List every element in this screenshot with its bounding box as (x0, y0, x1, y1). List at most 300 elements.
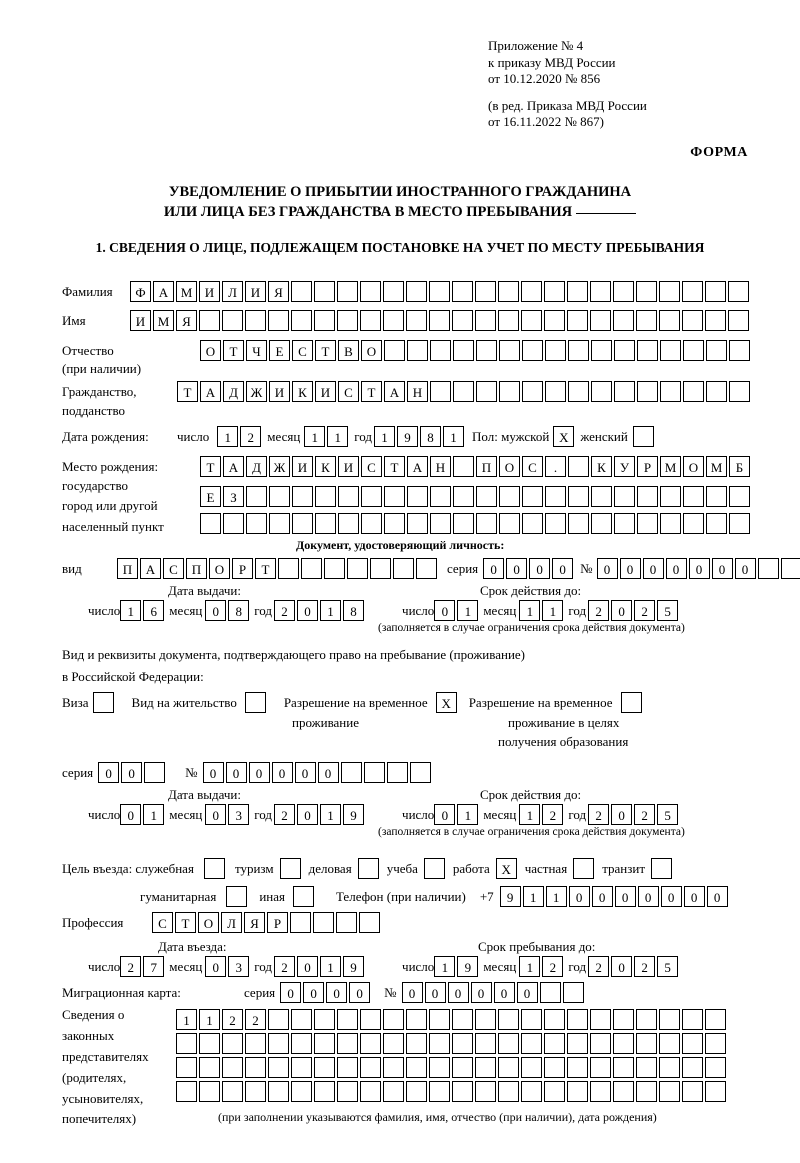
input-cell[interactable] (176, 1057, 197, 1078)
input-cell[interactable] (292, 513, 313, 534)
input-cell[interactable] (429, 1009, 450, 1030)
input-cell[interactable] (337, 281, 358, 302)
input-cell[interactable] (406, 1057, 427, 1078)
input-cell[interactable]: 0 (689, 558, 710, 579)
purpose-other-checkbox[interactable] (293, 886, 314, 907)
input-cell[interactable] (614, 486, 635, 507)
input-cell[interactable] (613, 310, 634, 331)
input-cell[interactable] (324, 558, 345, 579)
input-cell[interactable] (360, 1057, 381, 1078)
input-cell[interactable] (591, 486, 612, 507)
input-cell[interactable] (499, 340, 520, 361)
input-cell[interactable]: У (614, 456, 635, 477)
input-cell[interactable]: А (153, 281, 174, 302)
input-cell[interactable] (383, 1057, 404, 1078)
input-cell[interactable]: 0 (297, 804, 318, 825)
input-cell[interactable] (682, 1057, 703, 1078)
input-cell[interactable] (337, 1009, 358, 1030)
input-cell[interactable]: Т (175, 912, 196, 933)
input-cell[interactable] (268, 1081, 289, 1102)
input-cell[interactable] (683, 486, 704, 507)
input-cell[interactable] (222, 1057, 243, 1078)
input-cell[interactable] (659, 310, 680, 331)
input-cell[interactable] (475, 1081, 496, 1102)
input-cell[interactable] (521, 310, 542, 331)
input-cell[interactable]: Е (200, 486, 221, 507)
input-cell[interactable]: 2 (588, 956, 609, 977)
input-cell[interactable] (475, 1009, 496, 1030)
input-cell[interactable]: М (706, 456, 727, 477)
input-cell[interactable] (567, 281, 588, 302)
residence-checkbox[interactable] (245, 692, 266, 713)
input-cell[interactable] (590, 1009, 611, 1030)
input-cell[interactable] (636, 1057, 657, 1078)
input-cell[interactable] (590, 1057, 611, 1078)
input-cell[interactable] (144, 762, 165, 783)
input-cell[interactable] (222, 310, 243, 331)
input-cell[interactable] (429, 1057, 450, 1078)
input-cell[interactable] (314, 1009, 335, 1030)
sex-female-checkbox[interactable] (633, 426, 654, 447)
input-cell[interactable] (637, 340, 658, 361)
input-cell[interactable]: 0 (448, 982, 469, 1003)
input-cell[interactable] (729, 340, 750, 361)
input-cell[interactable] (430, 513, 451, 534)
input-cell[interactable]: 2 (274, 956, 295, 977)
purpose-work-checkbox[interactable]: X (496, 858, 517, 879)
input-cell[interactable]: 0 (295, 762, 316, 783)
input-cell[interactable] (452, 1009, 473, 1030)
input-cell[interactable]: П (117, 558, 138, 579)
input-cell[interactable]: 3 (228, 804, 249, 825)
input-cell[interactable] (453, 456, 474, 477)
input-cell[interactable]: 3 (228, 956, 249, 977)
input-cell[interactable] (729, 513, 750, 534)
input-cell[interactable] (245, 1057, 266, 1078)
input-cell[interactable]: С (292, 340, 313, 361)
input-cell[interactable] (268, 1009, 289, 1030)
input-cell[interactable] (498, 281, 519, 302)
input-cell[interactable] (359, 912, 380, 933)
input-cell[interactable]: А (140, 558, 161, 579)
input-cell[interactable] (590, 310, 611, 331)
input-cell[interactable] (522, 340, 543, 361)
input-cell[interactable]: В (338, 340, 359, 361)
input-cell[interactable] (476, 486, 497, 507)
input-cell[interactable] (522, 381, 543, 402)
input-cell[interactable] (347, 558, 368, 579)
input-cell[interactable] (453, 513, 474, 534)
input-cell[interactable]: Н (407, 381, 428, 402)
input-cell[interactable]: 2 (222, 1009, 243, 1030)
input-cell[interactable] (682, 1081, 703, 1102)
input-cell[interactable]: Т (384, 456, 405, 477)
input-cell[interactable]: Б (729, 456, 750, 477)
input-cell[interactable] (384, 513, 405, 534)
input-cell[interactable]: 1 (443, 426, 464, 447)
input-cell[interactable] (568, 456, 589, 477)
input-cell[interactable]: 5 (657, 600, 678, 621)
input-cell[interactable] (498, 1081, 519, 1102)
input-cell[interactable] (563, 982, 584, 1003)
input-cell[interactable] (406, 310, 427, 331)
input-cell[interactable] (758, 558, 779, 579)
input-cell[interactable] (314, 1057, 335, 1078)
input-cell[interactable]: 0 (303, 982, 324, 1003)
input-cell[interactable]: Ж (246, 381, 267, 402)
input-cell[interactable] (544, 1081, 565, 1102)
input-cell[interactable] (407, 486, 428, 507)
input-cell[interactable]: 0 (434, 600, 455, 621)
input-cell[interactable]: 1 (546, 886, 567, 907)
input-cell[interactable] (706, 340, 727, 361)
input-cell[interactable] (384, 340, 405, 361)
input-cell[interactable] (498, 1033, 519, 1054)
input-cell[interactable]: 0 (712, 558, 733, 579)
input-cell[interactable]: 2 (634, 956, 655, 977)
input-cell[interactable] (613, 1057, 634, 1078)
input-cell[interactable] (476, 513, 497, 534)
input-cell[interactable] (313, 912, 334, 933)
input-cell[interactable]: И (338, 456, 359, 477)
input-cell[interactable]: М (153, 310, 174, 331)
input-cell[interactable]: Р (637, 456, 658, 477)
input-cell[interactable]: Л (222, 281, 243, 302)
input-cell[interactable]: 1 (320, 600, 341, 621)
input-cell[interactable]: 2 (588, 600, 609, 621)
input-cell[interactable]: 0 (205, 956, 226, 977)
input-cell[interactable]: 0 (666, 558, 687, 579)
input-cell[interactable] (567, 1009, 588, 1030)
input-cell[interactable] (683, 513, 704, 534)
input-cell[interactable] (314, 310, 335, 331)
input-cell[interactable]: 0 (529, 558, 550, 579)
purpose-private-checkbox[interactable] (573, 858, 594, 879)
input-cell[interactable] (246, 486, 267, 507)
input-cell[interactable]: 0 (661, 886, 682, 907)
input-cell[interactable] (521, 1057, 542, 1078)
input-cell[interactable] (682, 1033, 703, 1054)
input-cell[interactable]: . (545, 456, 566, 477)
input-cell[interactable]: 5 (657, 956, 678, 977)
input-cell[interactable]: 1 (320, 956, 341, 977)
input-cell[interactable] (222, 1081, 243, 1102)
input-cell[interactable]: 1 (457, 804, 478, 825)
input-cell[interactable] (406, 1033, 427, 1054)
input-cell[interactable] (705, 1081, 726, 1102)
input-cell[interactable] (290, 912, 311, 933)
input-cell[interactable] (476, 340, 497, 361)
input-cell[interactable]: 0 (318, 762, 339, 783)
input-cell[interactable] (291, 1033, 312, 1054)
input-cell[interactable] (337, 1081, 358, 1102)
input-cell[interactable]: М (176, 281, 197, 302)
input-cell[interactable] (360, 1009, 381, 1030)
input-cell[interactable] (387, 762, 408, 783)
input-cell[interactable] (544, 310, 565, 331)
input-cell[interactable]: 2 (542, 956, 563, 977)
input-cell[interactable] (407, 340, 428, 361)
input-cell[interactable]: Ф (130, 281, 151, 302)
input-cell[interactable]: 0 (326, 982, 347, 1003)
input-cell[interactable]: 2 (542, 804, 563, 825)
input-cell[interactable] (637, 513, 658, 534)
input-cell[interactable] (383, 1033, 404, 1054)
input-cell[interactable]: 0 (569, 886, 590, 907)
input-cell[interactable]: К (292, 381, 313, 402)
input-cell[interactable]: 1 (523, 886, 544, 907)
input-cell[interactable]: 0 (205, 600, 226, 621)
input-cell[interactable]: 0 (615, 886, 636, 907)
input-cell[interactable] (292, 486, 313, 507)
input-cell[interactable]: 1 (120, 600, 141, 621)
input-cell[interactable]: 0 (643, 558, 664, 579)
input-cell[interactable] (499, 486, 520, 507)
input-cell[interactable]: О (200, 340, 221, 361)
input-cell[interactable] (636, 1033, 657, 1054)
input-cell[interactable] (568, 513, 589, 534)
input-cell[interactable]: 8 (343, 600, 364, 621)
input-cell[interactable]: 1 (519, 956, 540, 977)
input-cell[interactable] (430, 486, 451, 507)
input-cell[interactable]: А (384, 381, 405, 402)
input-cell[interactable] (430, 340, 451, 361)
input-cell[interactable]: О (499, 456, 520, 477)
input-cell[interactable] (567, 310, 588, 331)
input-cell[interactable]: 0 (611, 600, 632, 621)
input-cell[interactable]: 6 (143, 600, 164, 621)
input-cell[interactable]: 0 (203, 762, 224, 783)
input-cell[interactable]: С (338, 381, 359, 402)
input-cell[interactable] (568, 381, 589, 402)
input-cell[interactable] (614, 513, 635, 534)
input-cell[interactable] (590, 281, 611, 302)
input-cell[interactable] (659, 1009, 680, 1030)
input-cell[interactable] (245, 1081, 266, 1102)
input-cell[interactable]: А (200, 381, 221, 402)
input-cell[interactable]: 7 (143, 956, 164, 977)
input-cell[interactable] (521, 1081, 542, 1102)
input-cell[interactable] (269, 513, 290, 534)
input-cell[interactable] (498, 310, 519, 331)
input-cell[interactable]: С (163, 558, 184, 579)
input-cell[interactable] (683, 381, 704, 402)
input-cell[interactable]: И (315, 381, 336, 402)
input-cell[interactable] (544, 1033, 565, 1054)
input-cell[interactable]: 9 (343, 804, 364, 825)
input-cell[interactable] (337, 1033, 358, 1054)
input-cell[interactable] (781, 558, 800, 579)
input-cell[interactable]: 2 (588, 804, 609, 825)
input-cell[interactable]: С (361, 456, 382, 477)
input-cell[interactable] (544, 1057, 565, 1078)
input-cell[interactable]: 0 (638, 886, 659, 907)
input-cell[interactable] (452, 1081, 473, 1102)
input-cell[interactable]: Ж (269, 456, 290, 477)
purpose-tourism-checkbox[interactable] (280, 858, 301, 879)
input-cell[interactable] (683, 340, 704, 361)
input-cell[interactable] (659, 1081, 680, 1102)
input-cell[interactable]: 0 (249, 762, 270, 783)
input-cell[interactable]: 0 (434, 804, 455, 825)
input-cell[interactable] (383, 310, 404, 331)
input-cell[interactable] (453, 340, 474, 361)
input-cell[interactable] (269, 486, 290, 507)
input-cell[interactable] (660, 513, 681, 534)
input-cell[interactable] (360, 1033, 381, 1054)
input-cell[interactable]: И (130, 310, 151, 331)
input-cell[interactable] (499, 513, 520, 534)
input-cell[interactable] (567, 1081, 588, 1102)
input-cell[interactable] (383, 1009, 404, 1030)
input-cell[interactable] (452, 310, 473, 331)
input-cell[interactable]: 1 (320, 804, 341, 825)
input-cell[interactable] (705, 310, 726, 331)
input-cell[interactable] (291, 281, 312, 302)
input-cell[interactable] (613, 1009, 634, 1030)
input-cell[interactable]: И (292, 456, 313, 477)
input-cell[interactable] (268, 1033, 289, 1054)
input-cell[interactable]: 0 (483, 558, 504, 579)
input-cell[interactable] (659, 281, 680, 302)
input-cell[interactable] (636, 281, 657, 302)
input-cell[interactable]: 1 (176, 1009, 197, 1030)
input-cell[interactable]: 0 (349, 982, 370, 1003)
input-cell[interactable]: Т (223, 340, 244, 361)
input-cell[interactable] (410, 762, 431, 783)
input-cell[interactable]: 2 (634, 804, 655, 825)
input-cell[interactable] (383, 1081, 404, 1102)
input-cell[interactable]: 2 (245, 1009, 266, 1030)
input-cell[interactable]: 0 (494, 982, 515, 1003)
input-cell[interactable]: И (269, 381, 290, 402)
input-cell[interactable]: 2 (120, 956, 141, 977)
input-cell[interactable]: П (186, 558, 207, 579)
input-cell[interactable]: К (315, 456, 336, 477)
input-cell[interactable] (545, 513, 566, 534)
input-cell[interactable] (429, 1081, 450, 1102)
input-cell[interactable] (291, 310, 312, 331)
input-cell[interactable] (407, 513, 428, 534)
input-cell[interactable] (406, 1081, 427, 1102)
input-cell[interactable] (176, 1033, 197, 1054)
input-cell[interactable]: С (522, 456, 543, 477)
input-cell[interactable]: 1 (519, 804, 540, 825)
input-cell[interactable]: Т (200, 456, 221, 477)
input-cell[interactable] (278, 558, 299, 579)
input-cell[interactable] (660, 381, 681, 402)
input-cell[interactable]: Т (361, 381, 382, 402)
input-cell[interactable] (406, 1009, 427, 1030)
input-cell[interactable] (498, 1009, 519, 1030)
input-cell[interactable]: И (199, 281, 220, 302)
purpose-official-checkbox[interactable] (204, 858, 225, 879)
input-cell[interactable] (199, 1033, 220, 1054)
input-cell[interactable]: 2 (240, 426, 261, 447)
input-cell[interactable]: А (407, 456, 428, 477)
input-cell[interactable] (545, 486, 566, 507)
input-cell[interactable]: М (660, 456, 681, 477)
input-cell[interactable]: 0 (597, 558, 618, 579)
input-cell[interactable] (360, 310, 381, 331)
input-cell[interactable] (475, 310, 496, 331)
input-cell[interactable] (452, 1057, 473, 1078)
input-cell[interactable]: 9 (397, 426, 418, 447)
input-cell[interactable]: Я (268, 281, 289, 302)
input-cell[interactable]: 0 (121, 762, 142, 783)
input-cell[interactable] (637, 381, 658, 402)
input-cell[interactable] (613, 281, 634, 302)
input-cell[interactable]: П (476, 456, 497, 477)
input-cell[interactable] (614, 381, 635, 402)
input-cell[interactable] (591, 513, 612, 534)
input-cell[interactable]: О (198, 912, 219, 933)
input-cell[interactable]: 9 (457, 956, 478, 977)
input-cell[interactable] (176, 1081, 197, 1102)
input-cell[interactable]: О (683, 456, 704, 477)
input-cell[interactable] (200, 513, 221, 534)
input-cell[interactable] (199, 1081, 220, 1102)
input-cell[interactable] (636, 1081, 657, 1102)
input-cell[interactable] (364, 762, 385, 783)
input-cell[interactable]: Т (255, 558, 276, 579)
input-cell[interactable] (613, 1081, 634, 1102)
input-cell[interactable] (199, 1057, 220, 1078)
input-cell[interactable] (540, 982, 561, 1003)
input-cell[interactable] (498, 1057, 519, 1078)
purpose-humanitarian-checkbox[interactable] (226, 886, 247, 907)
input-cell[interactable] (429, 310, 450, 331)
input-cell[interactable] (476, 381, 497, 402)
input-cell[interactable]: А (223, 456, 244, 477)
input-cell[interactable] (637, 486, 658, 507)
input-cell[interactable] (728, 310, 749, 331)
input-cell[interactable] (659, 1033, 680, 1054)
input-cell[interactable] (361, 486, 382, 507)
input-cell[interactable] (268, 1057, 289, 1078)
input-cell[interactable] (406, 281, 427, 302)
input-cell[interactable]: Л (221, 912, 242, 933)
input-cell[interactable] (338, 513, 359, 534)
input-cell[interactable]: Т (177, 381, 198, 402)
input-cell[interactable]: Е (269, 340, 290, 361)
input-cell[interactable] (452, 281, 473, 302)
input-cell[interactable]: З (223, 486, 244, 507)
input-cell[interactable] (522, 486, 543, 507)
input-cell[interactable]: 0 (620, 558, 641, 579)
input-cell[interactable] (361, 513, 382, 534)
input-cell[interactable] (706, 381, 727, 402)
input-cell[interactable] (452, 1033, 473, 1054)
input-cell[interactable]: 0 (297, 600, 318, 621)
input-cell[interactable]: Д (246, 456, 267, 477)
input-cell[interactable]: Д (223, 381, 244, 402)
input-cell[interactable]: 0 (517, 982, 538, 1003)
input-cell[interactable] (544, 1009, 565, 1030)
input-cell[interactable] (682, 281, 703, 302)
input-cell[interactable] (591, 381, 612, 402)
input-cell[interactable]: 1 (327, 426, 348, 447)
edu-residence-checkbox[interactable] (621, 692, 642, 713)
input-cell[interactable]: 1 (434, 956, 455, 977)
input-cell[interactable] (499, 381, 520, 402)
input-cell[interactable] (453, 486, 474, 507)
input-cell[interactable]: К (591, 456, 612, 477)
input-cell[interactable]: Ч (246, 340, 267, 361)
input-cell[interactable]: 2 (634, 600, 655, 621)
input-cell[interactable]: 2 (274, 804, 295, 825)
input-cell[interactable] (360, 1081, 381, 1102)
